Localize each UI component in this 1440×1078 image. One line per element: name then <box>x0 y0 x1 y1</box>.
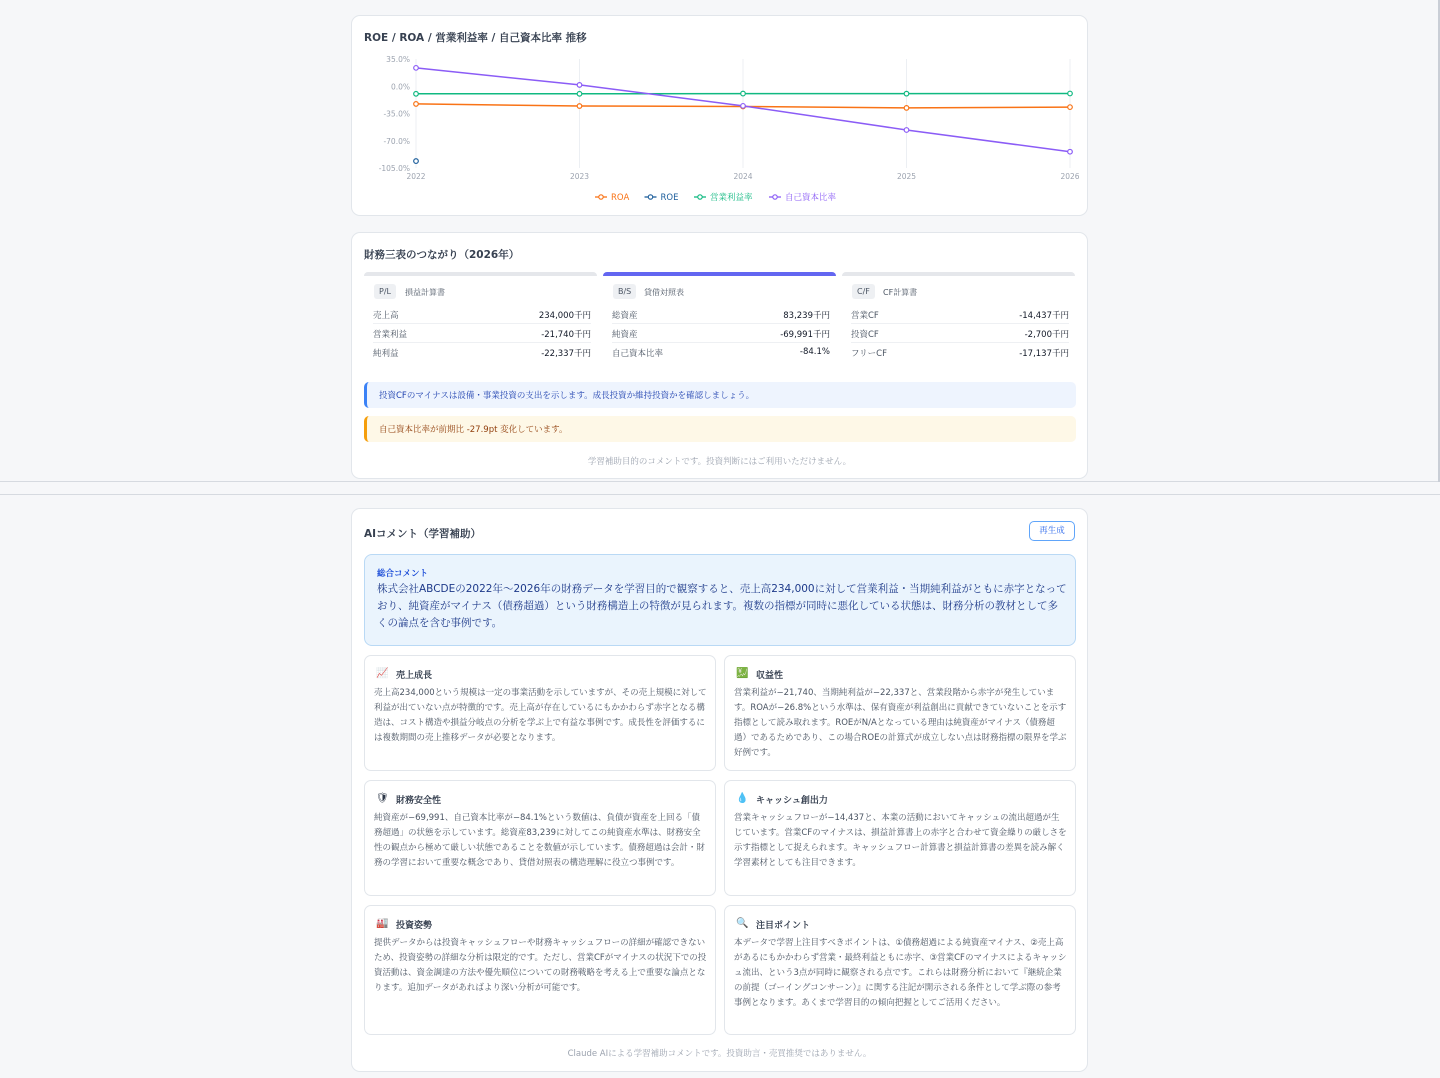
legend-label: ROE <box>660 193 679 203</box>
topic-body: 本データで学習上注目すべきポイントは、①債務超過による純資産マイナス、②売上高があるにもかかわらず営業・最終利益ともに赤字、③営業CFのマイナスによるキャッシュ流出、という3点が同時に観察される点です。これらは財務分析において『継続企業の前提（ゴーイングコンサーン）』に関する注記が開示される条件として学ぶ際の参考事例となります。あくまで学習目的の傾向把握としてご活用ください。 <box>734 938 1067 1008</box>
data-point <box>1068 149 1073 154</box>
statement-tab-bar <box>364 272 597 276</box>
investment-cf-note: 投資CFのマイナスは設備・事業投資の支出を示します。成長投資か維持投資かを確認しましょう。 <box>364 382 1076 408</box>
regenerate-button[interactable]: 再生成 <box>1029 521 1075 541</box>
statement-row <box>373 324 591 343</box>
topic-body: 売上高234,000という規模は一定の事業活動を示していますが、その売上規模に対して利益が出ていない点が特徴的です。売上高が存在しているにもかかわらず赤字となる構造は、コスト構造や損益分岐点の分析を学ぶ上で有益な事例です。成長性を評価するには複数期間の売上推移データが必要となります。 <box>374 688 707 743</box>
row-value: -14,437千円 <box>1019 311 1069 321</box>
droplet-icon: 💧 <box>736 793 749 804</box>
topic-body: 営業キャッシュフローが−14,437と、本業の活動においてキャッシュの流出超過が生じています。営業CFのマイナスは、損益計算書上の赤字と合わせて資金繰りの厳しさを示す指標として捉えられます。キャッシュフロー計算書と損益計算書の差異を読み解く学習素材としても注目できます。 <box>734 813 1067 868</box>
topic-title: 投資姿勢 <box>396 921 433 931</box>
legend-marker <box>599 195 603 199</box>
factory-icon: 🏭 <box>376 918 389 929</box>
data-point <box>577 83 582 88</box>
data-point <box>1068 91 1073 96</box>
row-label: 投資CF <box>851 330 879 340</box>
chart-yen-icon: 💹 <box>736 668 749 679</box>
y-tick-label: -35.0% <box>383 109 410 119</box>
data-point <box>414 159 419 164</box>
legend-marker <box>773 195 777 199</box>
data-point <box>741 91 746 96</box>
statement-name: 貸借対照表 <box>644 288 684 297</box>
overall-comment-label: 総合コメント <box>377 569 429 579</box>
row-label: 営業利益 <box>373 330 408 340</box>
x-tick-label: 2026 <box>1060 172 1080 181</box>
topic-body: 純資産が−69,991、自己資本比率が−84.1%という数値は、負債が資産を上回る「債務超過」の状態を示しています。総資産83,239に対してこの純資産水準は、財務安全性の観点から極めて厳しい状態であることを数値が示しています。債務超過は会計・財務の学習において重要な概念であり、貸借対照表の構造理解に役立つ事例です。 <box>374 813 705 868</box>
statement-row <box>851 343 1069 362</box>
data-point <box>904 106 909 111</box>
statement-tag: B/S <box>613 284 636 299</box>
statement-tab-bar <box>842 272 1075 276</box>
topic-cash-generation <box>724 780 1076 896</box>
topic-body: 提供データからは投資キャッシュフローや財務キャッシュフローの詳細が確認できないため、投資姿勢の詳細な分析は限定的です。ただし、営業CFがマイナスの状況下での投資活動は、資金調達の方法や優先順位についての財務戦略を考える上で重要な論点となります。追加データがあればより深い分析が可能です。 <box>374 938 707 993</box>
data-point <box>414 102 419 107</box>
x-tick-label: 2023 <box>569 172 590 181</box>
x-tick-label: 2022 <box>406 172 426 181</box>
statement-tag: P/L <box>374 284 396 299</box>
topic-title: 財務安全性 <box>396 796 442 806</box>
statement-tag: C/F <box>852 284 875 299</box>
overall-comment-box <box>364 554 1076 646</box>
topic-key-points <box>724 905 1076 1035</box>
data-point <box>577 92 582 97</box>
legend-marker <box>698 195 702 199</box>
data-point <box>577 104 582 109</box>
statement-tab-bar <box>603 272 836 276</box>
row-label: 総資産 <box>612 311 638 321</box>
three-statements-title: 財務三表のつながり（2026年） <box>364 249 520 261</box>
ratio-trend-chart <box>352 16 1089 217</box>
magnifier-icon: 🔍 <box>736 918 749 929</box>
topic-title: 注目ポイント <box>756 921 811 931</box>
ai-comment-title: AIコメント（学習補助） <box>364 528 482 540</box>
chart-title: ROE / ROA / 営業利益率 / 自己資本比率 推移 <box>364 32 587 44</box>
row-value: -17,137千円 <box>1019 349 1069 359</box>
data-point <box>414 66 419 71</box>
ratio-trend-card <box>351 15 1088 216</box>
topic-financial-safety <box>364 780 716 896</box>
row-label: フリーCF <box>851 349 887 359</box>
topic-investment-stance <box>364 905 716 1035</box>
row-label: 営業CF <box>851 311 879 321</box>
statement-name: 損益計算書 <box>405 288 445 297</box>
row-label: 純利益 <box>373 349 399 359</box>
statement-cf[interactable] <box>842 272 1075 360</box>
legend-label: ROA <box>611 193 630 203</box>
statement-row <box>612 305 830 324</box>
row-value: 234,000千円 <box>538 311 591 321</box>
ai-disclaimer: Claude AIによる学習補助コメントです。投資助言・売買推奨ではありません。 <box>567 1049 872 1059</box>
shield-icon: 🛡 <box>376 793 389 804</box>
statement-row <box>851 305 1069 324</box>
statement-row <box>612 324 830 343</box>
row-value: 83,239千円 <box>783 311 830 321</box>
row-label: 自己資本比率 <box>612 349 664 359</box>
statement-name: CF計算書 <box>883 288 918 297</box>
statement-row <box>373 343 591 362</box>
topic-title: 収益性 <box>756 671 784 681</box>
topic-profitability <box>724 655 1076 771</box>
row-value: -69,991千円 <box>780 330 830 340</box>
statement-row <box>851 324 1069 343</box>
upper-panel <box>0 0 1440 482</box>
legend-label: 営業利益率 <box>710 193 753 203</box>
y-tick-label: 35.0% <box>386 55 410 64</box>
data-point <box>1068 105 1073 110</box>
statement-row <box>612 343 830 362</box>
row-value: -22,337千円 <box>541 349 591 359</box>
legend-marker <box>648 195 652 199</box>
data-point <box>414 92 419 97</box>
data-point <box>904 91 909 96</box>
row-label: 純資産 <box>612 330 638 340</box>
statement-row <box>373 305 591 324</box>
topic-body: 営業利益が−21,740、当期純利益が−22,337と、営業段階から赤字が発生しています。ROAが−26.8%という水準は、保有資産が利益創出に貢献できていないことを示す指標として読み取れます。ROEがN/Aとなっている理由は純資産がマイナス（債務超過）であるためであり、この場合ROEの計算式が成立しない点は財務指標の限界を学ぶ好例です。 <box>734 688 1067 758</box>
learning-disclaimer: 学習補助目的のコメントです。投資判断にはご利用いただけません。 <box>587 457 852 467</box>
y-tick-label: 0.0% <box>390 82 410 92</box>
topic-sales-growth <box>364 655 716 771</box>
three-statements-card <box>351 232 1088 479</box>
chart-up-icon: 📈 <box>376 668 389 679</box>
data-point <box>904 128 909 133</box>
topic-title: キャッシュ創出力 <box>756 796 828 806</box>
row-label: 売上高 <box>373 311 399 321</box>
row-value: -84.1% <box>799 347 830 357</box>
overall-comment-text: 株式会社ABCDEの2022年～2026年の財務データを学習目的で観察すると、売上高234,000に対して営業利益・当期純利益がともに赤字となっており、純資産がマイナス（債務超過）という財務構造上の特徴が見られます。複数の指標が同時に悪化している状態は、財務分析の教材として多くの論点を含む事例です。 <box>377 583 1067 629</box>
row-value: -21,740千円 <box>541 330 591 340</box>
x-tick-label: 2025 <box>896 172 917 181</box>
statement-pl[interactable] <box>364 272 597 360</box>
y-tick-label: -105.0% <box>378 164 410 173</box>
data-point <box>741 104 746 109</box>
y-tick-label: -70.0% <box>383 136 410 146</box>
row-value: -2,700千円 <box>1024 330 1069 340</box>
statement-bs[interactable] <box>603 272 836 360</box>
x-tick-label: 2024 <box>733 172 753 181</box>
topic-title: 売上成長 <box>396 671 433 681</box>
legend-label: 自己資本比率 <box>785 193 837 203</box>
equity-ratio-change-note: 自己資本比率が前期比 -27.9pt 変化しています。 <box>364 416 1076 442</box>
ai-comment-card <box>351 508 1088 1072</box>
